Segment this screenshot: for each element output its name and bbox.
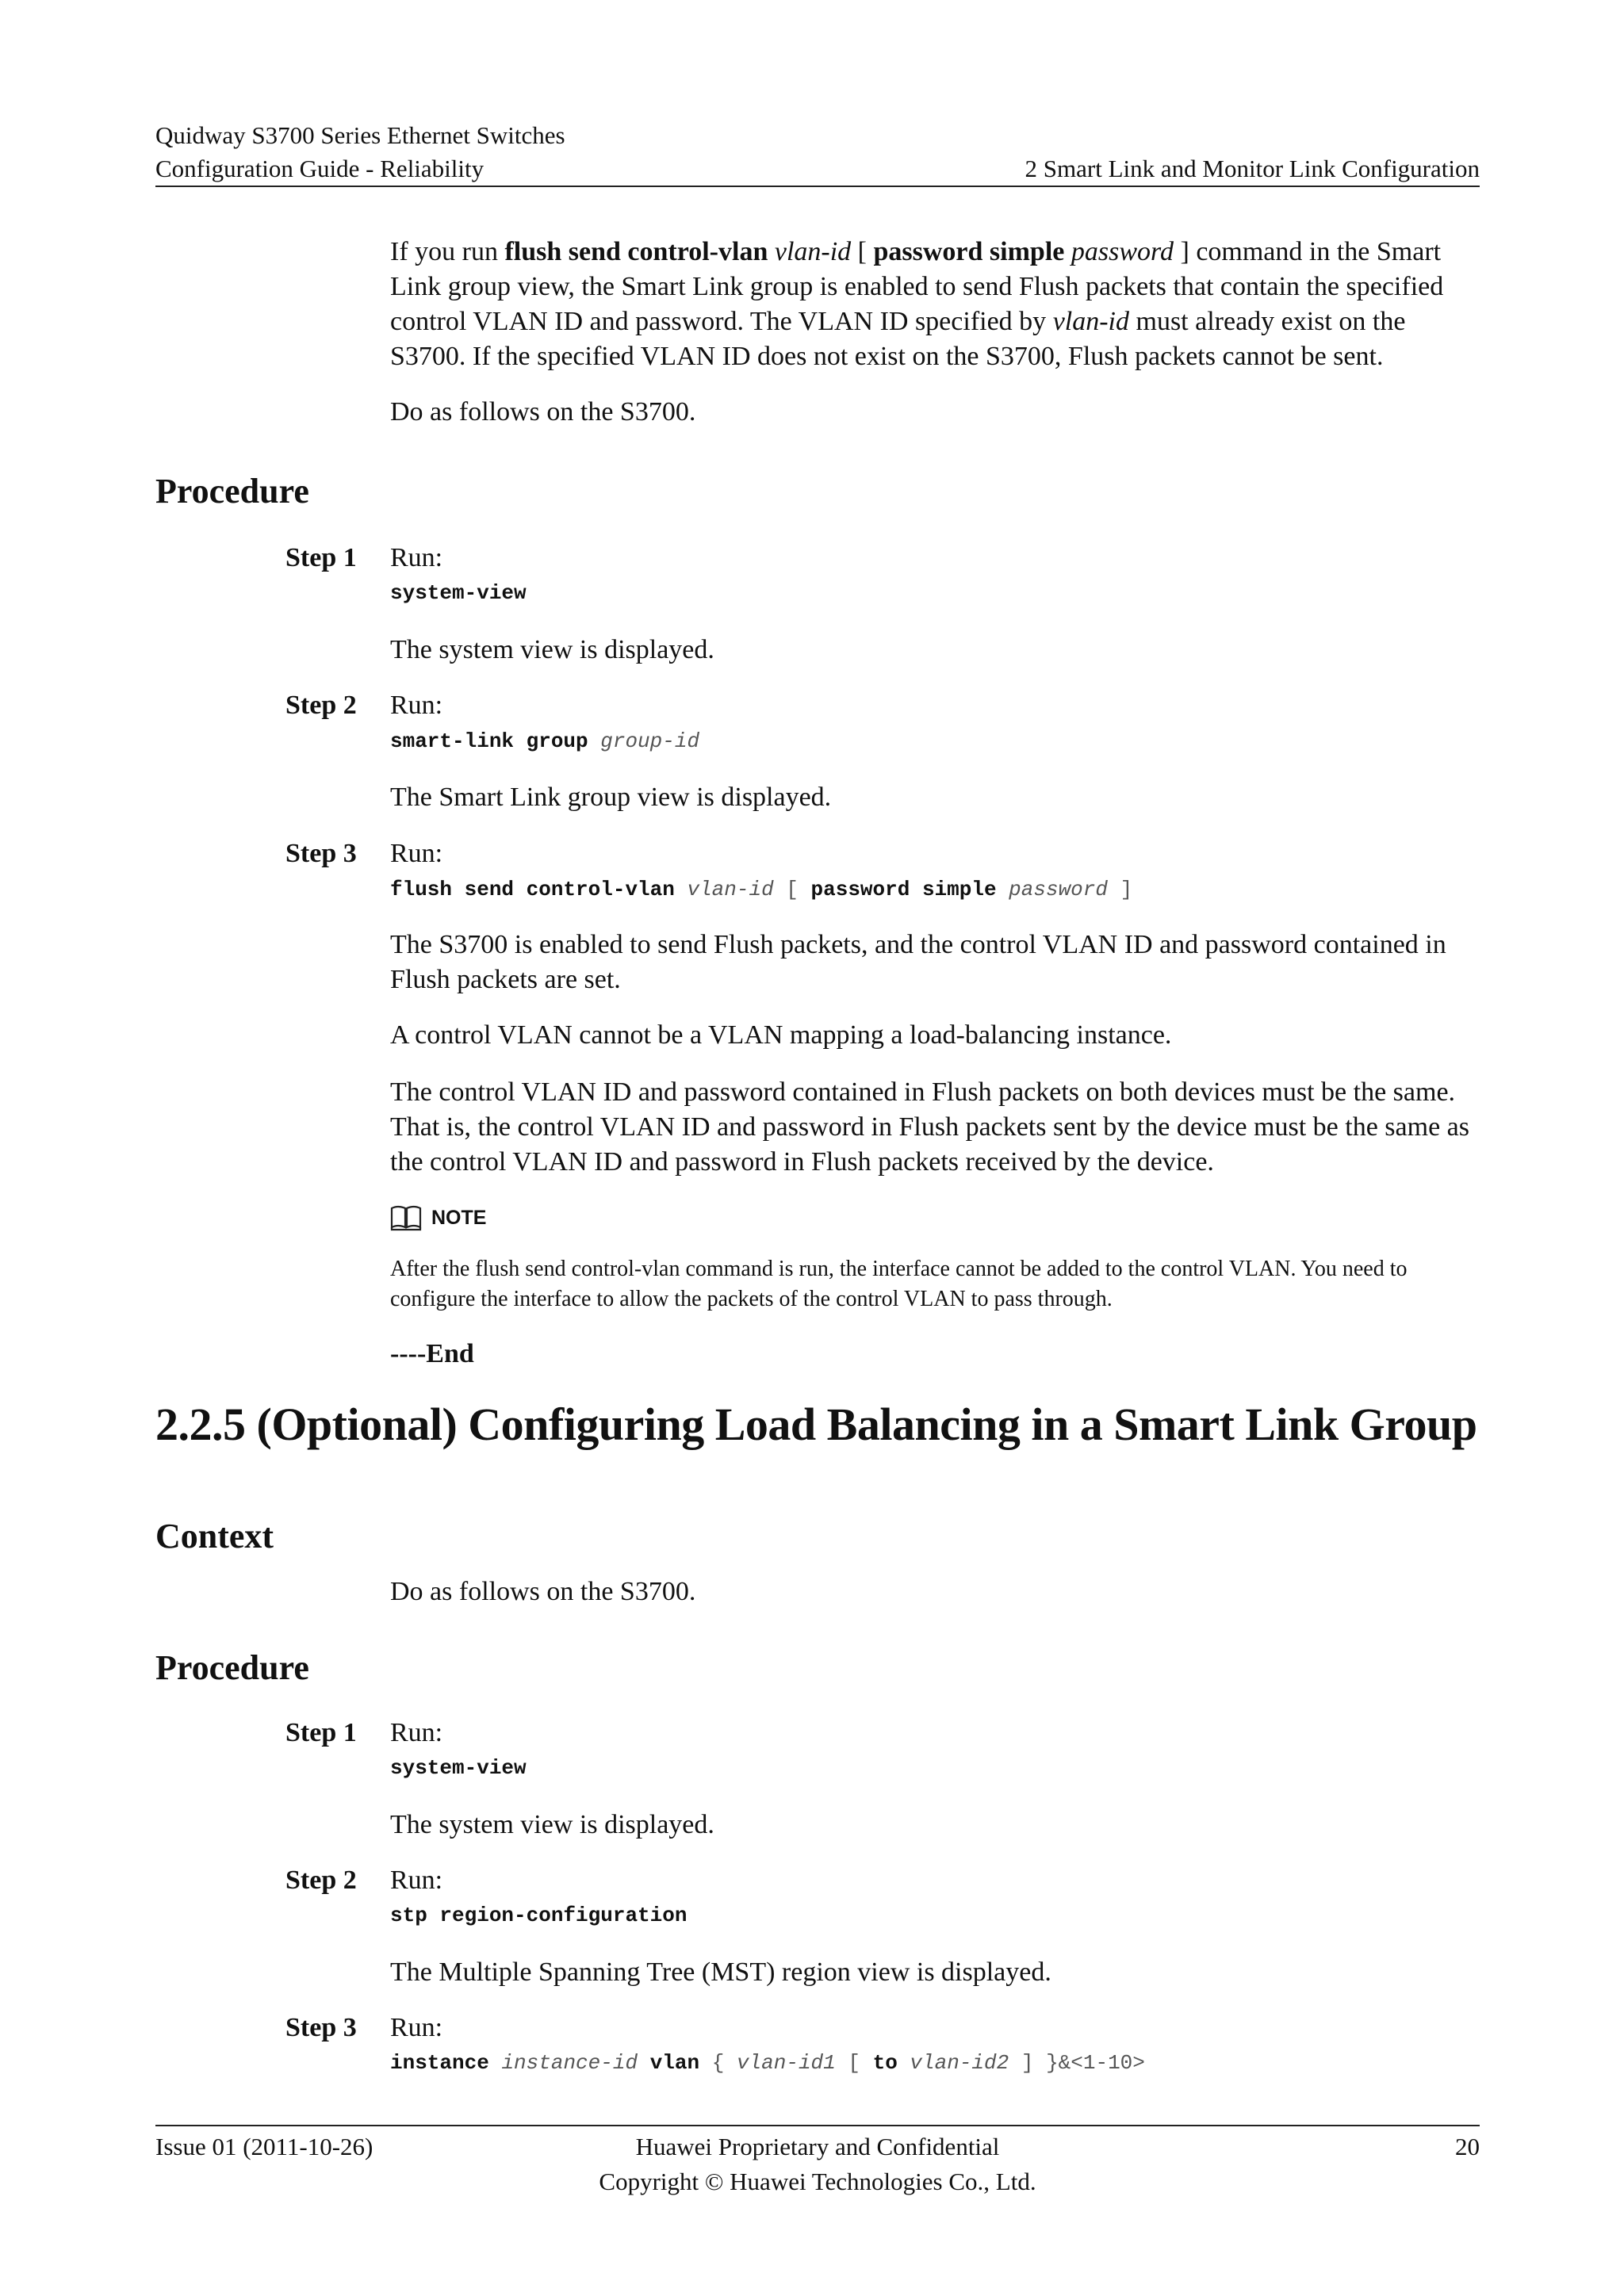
- page-number: 20: [1455, 2133, 1480, 2160]
- inline-argument: password: [1071, 237, 1174, 266]
- command-line: stp region-configuration: [390, 1904, 688, 1927]
- footer-copyright-line: Copyright © Huawei Technologies Co., Ltd.: [599, 2168, 1036, 2195]
- procedure-end-mark: ----End: [390, 1339, 474, 1368]
- footer-confidential: Huawei Proprietary and Confidential: [635, 2133, 1000, 2160]
- page-header: [155, 119, 1480, 186]
- inline-command: password simple: [873, 237, 1065, 266]
- footer-copyright: [155, 2130, 1480, 2199]
- command-line: system-view: [390, 1756, 527, 1780]
- step-run-label: Run:: [390, 1718, 443, 1747]
- step-description: The system view is displayed.: [390, 1810, 714, 1839]
- context-heading: Context: [155, 1517, 274, 1556]
- step-description: The Multiple Spanning Tree (MST) region view is displayed.: [390, 1957, 1051, 1987]
- command-line: instance instance-id vlan { vlan-id1 [ to vlan-id2 ] }&<1-10>: [390, 2051, 1145, 2075]
- step-description: A control VLAN cannot be a VLAN mapping a load-balancing instance.: [390, 1020, 1172, 1050]
- step-description: The Smart Link group view is displayed.: [390, 783, 832, 812]
- header-product: Quidway S3700 Series Ethernet Switches: [155, 121, 565, 149]
- header-guide: Configuration Guide - Reliability: [155, 155, 485, 182]
- section-title: 2.2.5 (Optional) Configuring Load Balancing in a Smart Link Group: [155, 1399, 1477, 1450]
- command-line: system-view: [390, 581, 527, 605]
- step-run-label: Run:: [390, 839, 443, 868]
- step-label: Step 3: [285, 839, 357, 868]
- step-label: Step 2: [285, 691, 357, 720]
- step-description: The control VLAN ID and password contained in Flush packets on both devices must be the same. That is, the control VLAN ID and password in Flush packets sent by the device must be the same as the control VLAN ID and password in Flush packets received by the device.: [390, 1077, 1469, 1177]
- header-divider: [155, 186, 1480, 187]
- inline-command: flush send control-vlan: [504, 237, 768, 266]
- step-run-label: Run:: [390, 543, 443, 572]
- procedure-heading: Procedure: [155, 1648, 309, 1687]
- command-line: smart-link group group-id: [390, 729, 700, 753]
- note-text: After the flush send control-vlan command is run, the interface cannot be added to the control VLAN. You need to configure the interface to allow the packets of the control VLAN to pass through.: [390, 1257, 1408, 1311]
- intro-paragraph: If you run flush send control-vlan vlan-id [ password simple password ] command in the Smart Link group view, the Smart Link group is enabled to send Flush packets that contain the specified control VLAN ID and password. The VLAN ID specified by vlan-id must already exist on the S3700. If the specified VLAN ID does not exist on the S3700, Flush packets cannot be sent.: [390, 237, 1444, 371]
- step-label: Step 2: [285, 1866, 357, 1895]
- note-header: [390, 1203, 486, 1232]
- step-label: Step 1: [285, 543, 357, 572]
- book-icon: [390, 1204, 422, 1231]
- footer-issue: Issue 01 (2011-10-26): [155, 2133, 373, 2160]
- step-run-label: Run:: [390, 1866, 443, 1895]
- inline-argument: vlan-id: [1052, 307, 1129, 336]
- step-description: The system view is displayed.: [390, 635, 714, 664]
- step-label: Step 3: [285, 2013, 357, 2042]
- inline-argument: vlan-id: [774, 237, 852, 266]
- procedure-heading: Procedure: [155, 472, 309, 511]
- step-label: Step 1: [285, 1718, 357, 1747]
- intro-instruction: Do as follows on the S3700.: [390, 397, 696, 427]
- command-line: flush send control-vlan vlan-id [ password simple password ]: [390, 878, 1133, 901]
- step-run-label: Run:: [390, 2013, 443, 2042]
- footer-divider: [155, 2125, 1480, 2126]
- step-description: The S3700 is enabled to send Flush packets, and the control VLAN ID and password contained in Flush packets are set.: [390, 930, 1446, 994]
- note-label: NOTE: [431, 1207, 487, 1229]
- context-text: Do as follows on the S3700.: [390, 1577, 696, 1606]
- header-chapter: 2 Smart Link and Monitor Link Configuration: [1025, 155, 1480, 182]
- step-run-label: Run:: [390, 691, 443, 720]
